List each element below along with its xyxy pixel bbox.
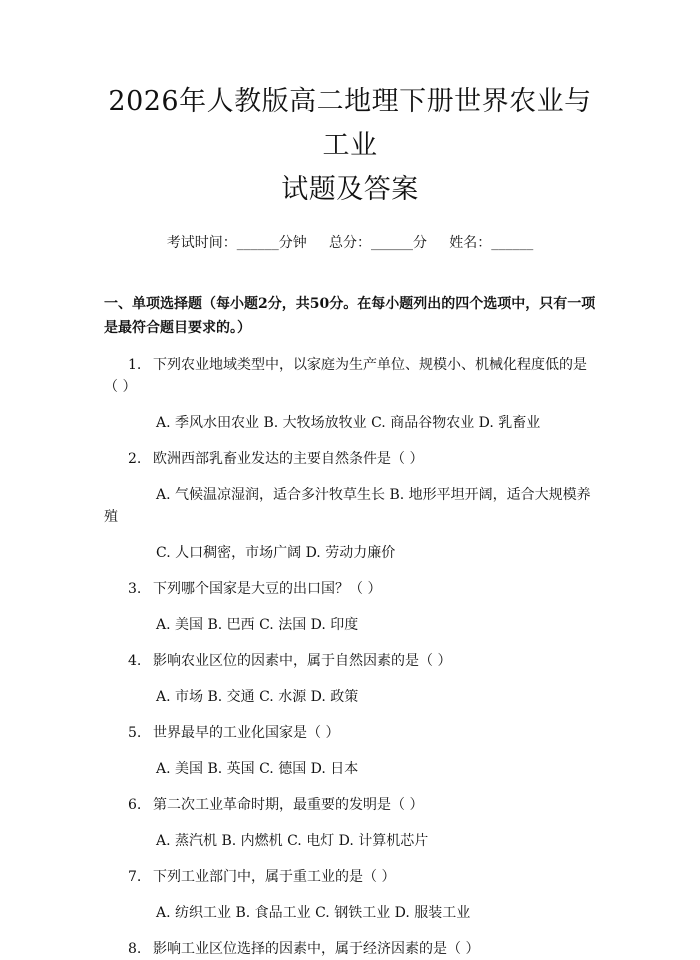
question-4 (104, 650, 596, 672)
question-text: 欧洲西部乳畜业发达的主要自然条件是（ ） (153, 451, 424, 467)
question-3-options: A. 美国 B. 巴西 C. 法国 D. 印度 (156, 617, 359, 633)
document-title (104, 0, 596, 212)
question-7-options: A. 纺织工业 B. 食品工业 C. 钢铁工业 D. 服装工业 (156, 905, 471, 921)
question-1 (104, 354, 596, 398)
question-text: 下列工业部门中，属于重工业的是（ ） (153, 869, 396, 885)
question-list (104, 354, 596, 960)
question-3 (104, 578, 596, 600)
question-5-options: A. 美国 B. 英国 C. 德国 D. 日本 (156, 761, 359, 777)
question-6 (104, 794, 596, 816)
question-text: 第二次工业革命时期，最重要的发明是（ ） (153, 797, 424, 813)
question-8 (104, 938, 596, 960)
question-2-options: A. 气候温凉湿润，适合多汁牧草生长 B. 地形平坦开阔，适合大规模养殖 (104, 487, 591, 525)
question-text: 下列农业地域类型中，以家庭为生产单位、规模小、机械化程度低的是（ ） (104, 357, 587, 395)
question-6-options: A. 蒸汽机 B. 内燃机 C. 电灯 D. 计算机芯片 (156, 833, 429, 849)
question-number: 2. (128, 451, 142, 467)
question-text: 影响工业区位选择的因素中，属于经济因素的是（ ） (153, 941, 480, 957)
question-5 (104, 722, 596, 744)
question-text: 世界最早的工业化国家是（ ） (153, 725, 340, 741)
question-number: 1. (128, 357, 142, 373)
question-number: 3. (128, 581, 142, 597)
section-heading: 一、单项选择题（每小题2分，共50分。在每小题列出的四个选项中，只有一项是最符合题目要求的。） (104, 296, 596, 336)
question-number: 6. (128, 797, 142, 813)
question-2-options: C. 人口稠密，市场广阔 D. 劳动力廉价 (156, 545, 396, 561)
title-line-2: 试题及答案 (281, 174, 419, 205)
title-line-1: 2026年人教版高二地理下册世界农业与工业 (108, 86, 592, 161)
question-1-options: A. 季风水田农业 B. 大牧场放牧业 C. 商品谷物农业 D. 乳畜业 (156, 415, 541, 431)
question-2 (104, 448, 596, 470)
question-number: 7. (128, 869, 142, 885)
question-number: 4. (128, 653, 142, 669)
question-text: 下列哪个国家是大豆的出口国？（ ） (153, 581, 382, 597)
question-number: 8. (128, 941, 142, 957)
exam-meta-line: 考试时间：______分钟 总分：______分 姓名：______ (166, 235, 534, 251)
question-text: 影响农业区位的因素中，属于自然因素的是（ ） (153, 653, 452, 669)
question-4-options: A. 市场 B. 交通 C. 水源 D. 政策 (156, 689, 359, 705)
question-number: 5. (128, 725, 142, 741)
question-7 (104, 866, 596, 888)
